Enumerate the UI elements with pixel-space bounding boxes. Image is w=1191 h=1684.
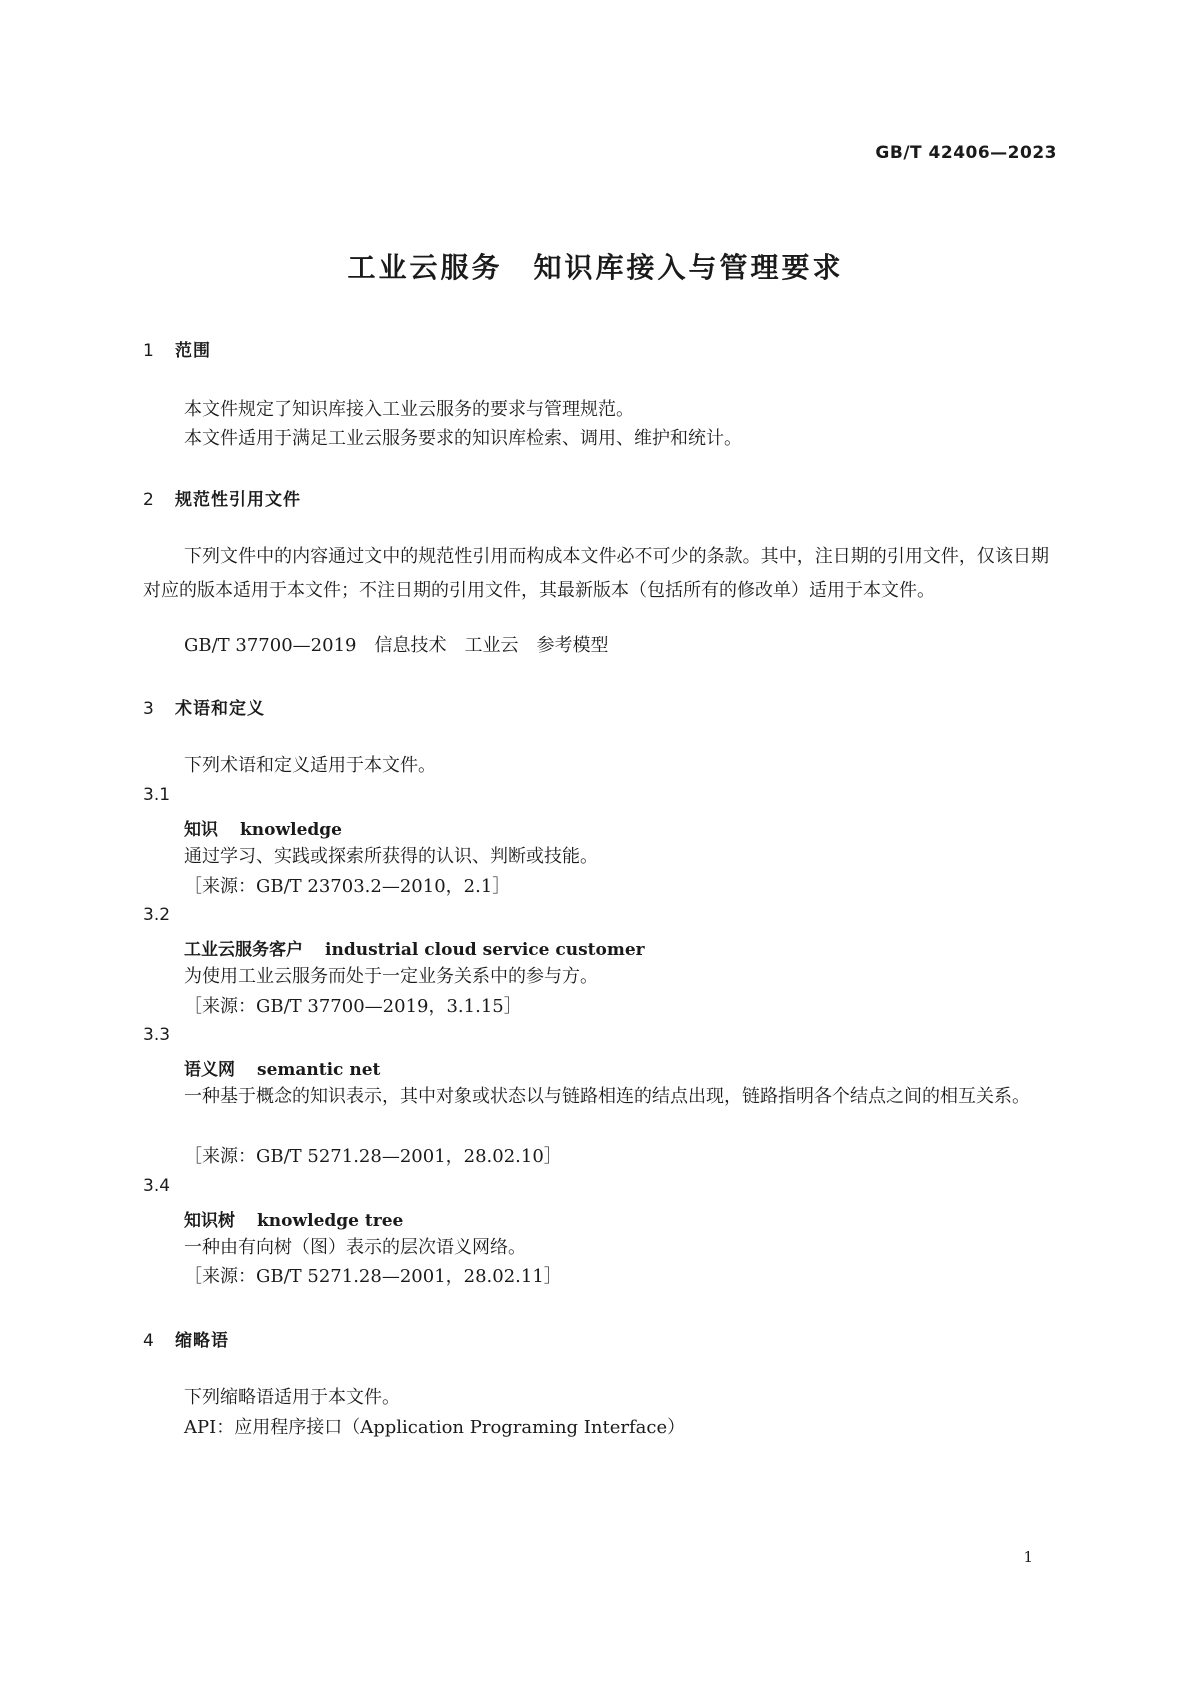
- term-zh: 知识树: [184, 1211, 235, 1231]
- term-entry: [184, 1055, 380, 1080]
- clause-number: 3.1: [143, 785, 171, 805]
- section-heading-3: [143, 694, 265, 719]
- term-entry: [184, 935, 645, 960]
- clause-number: 3.2: [143, 905, 171, 925]
- section-number: 4: [143, 1331, 155, 1351]
- term-zh: 工业云服务客户: [184, 940, 303, 960]
- paragraph-normative-references: 下列文件中的内容通过文中的规范性引用而构成本文件必不可少的条款。其中，注日期的引用文件，仅该日期对应的版本适用于本文件；不注日期的引用文件，其最新版本（包括所有的修改单）适用于本文件。: [143, 546, 1049, 601]
- abbreviation-entry: API：应用程序接口（Application Programing Interface）: [184, 1417, 686, 1438]
- term-en: knowledge tree: [257, 1211, 404, 1231]
- term-zh: 知识: [184, 820, 218, 840]
- section-number: 3: [143, 699, 155, 719]
- term-definition: 一种基于概念的知识表示，其中对象或状态以与链路相连的结点出现，链路指明各个结点之间的相互关系。: [184, 1086, 1030, 1107]
- section-title: 范围: [175, 341, 211, 361]
- paragraph: 本文件规定了知识库接入工业云服务的要求与管理规范。: [184, 399, 634, 420]
- paragraph: 下列缩略语适用于本文件。: [184, 1387, 400, 1408]
- term-entry: [184, 815, 342, 840]
- term-definition: 为使用工业云服务而处于一定业务关系中的参与方。: [184, 966, 598, 987]
- term-definition: 一种由有向树（图）表示的层次语义网络。: [184, 1237, 526, 1258]
- clause-number: 3.4: [143, 1176, 171, 1196]
- section-number: 1: [143, 341, 155, 361]
- term-source: ［来源：GB/T 37700—2019，3.1.15］: [184, 996, 522, 1017]
- term-zh: 语义网: [184, 1060, 235, 1080]
- term-source: ［来源：GB/T 23703.2—2010，2.1］: [184, 876, 511, 897]
- term-en: industrial cloud service customer: [325, 940, 645, 960]
- section-heading-2: [143, 485, 301, 510]
- paragraph: 下列术语和定义适用于本文件。: [184, 755, 436, 776]
- term-en: semantic net: [257, 1060, 381, 1080]
- section-heading-1: [143, 336, 211, 361]
- section-number: 2: [143, 490, 155, 510]
- page-number: 1: [1023, 1548, 1033, 1566]
- section-title: 规范性引用文件: [175, 490, 301, 510]
- term-entry: [184, 1206, 403, 1231]
- standard-code: GB/T 42406—2023: [875, 143, 1057, 163]
- term-definition: 通过学习、实践或探索所获得的认识、判断或技能。: [184, 846, 598, 867]
- reference-entry: GB/T 37700—2019 信息技术 工业云 参考模型: [184, 635, 609, 656]
- term-en: knowledge: [240, 820, 342, 840]
- section-heading-4: [143, 1326, 229, 1351]
- paragraph: 本文件适用于满足工业云服务要求的知识库检索、调用、维护和统计。: [184, 428, 742, 449]
- clause-number: 3.3: [143, 1025, 171, 1045]
- term-source: ［来源：GB/T 5271.28—2001，28.02.11］: [184, 1266, 562, 1287]
- term-source: ［来源：GB/T 5271.28—2001，28.02.10］: [184, 1146, 562, 1167]
- section-title: 缩略语: [175, 1331, 229, 1351]
- document-title: 工业云服务 知识库接入与管理要求: [347, 251, 844, 284]
- section-title: 术语和定义: [175, 699, 265, 719]
